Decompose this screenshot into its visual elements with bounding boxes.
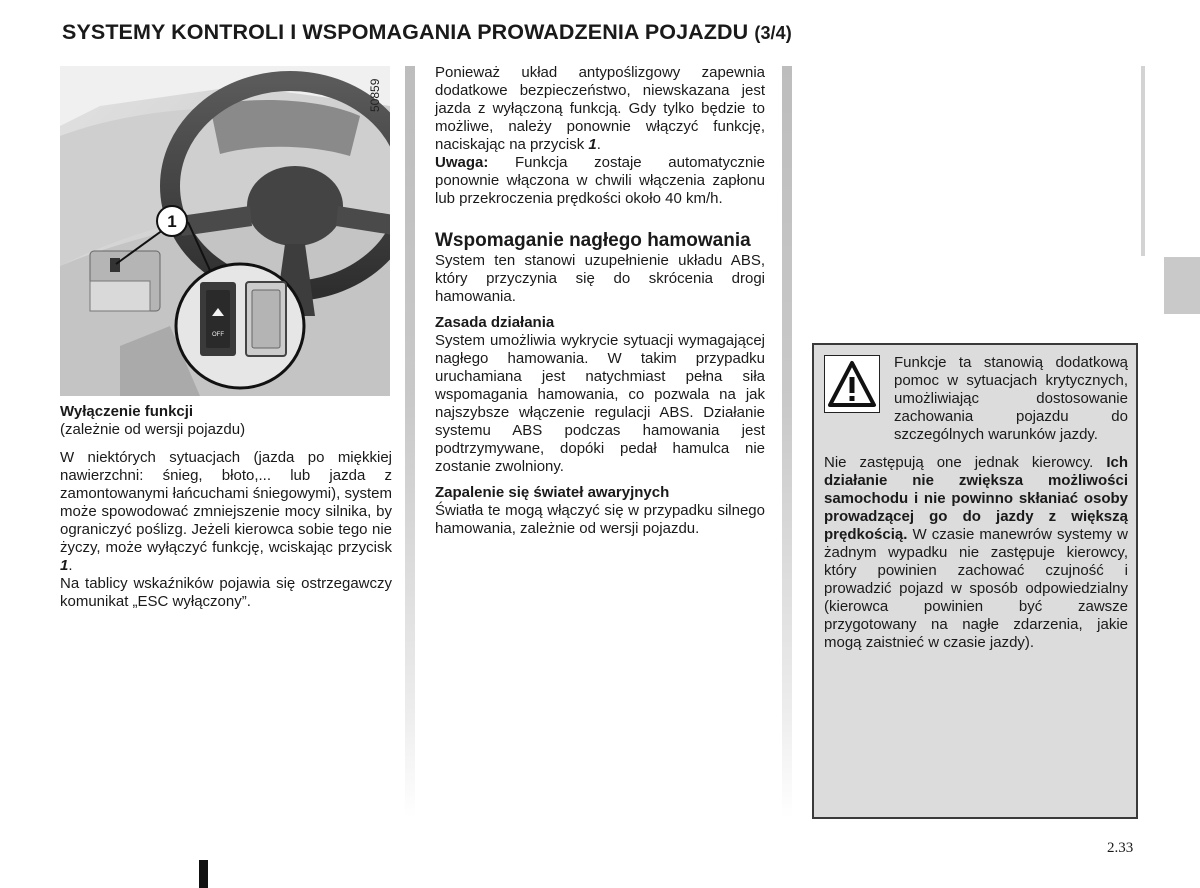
section-heading: Wspomaganie nagłego hamowania — [435, 230, 751, 251]
subheading: Zasada działania — [435, 314, 555, 331]
caption-subtitle: (zależnie od wersji pojazdu) — [60, 421, 246, 438]
page-title: SYSTEMY KONTROLI I WSPOMAGANIA PROWADZENIA POJAZDU (3/4) — [62, 20, 792, 44]
warning-paragraph: Nie zastępują one jednak kierowcy. Ich działanie nie zwiększa możliwości samochodu i nie powinno skłaniać osoby prowadzącej go do jazdy z większą prędkością. W czasie manewrów systemy w żadnym wypadku nie zastępuje kierowcy, który powinien zachować czujność i prowadzić pojazd w sposób odpowiedzialny (kierowca powinien być zawsze przygotowany na nagłe zdarzenia, jakie mogą zaistnieć w czasie jazdy). — [824, 454, 1128, 651]
callout-number: 1 — [167, 212, 177, 231]
column-middle — [435, 64, 765, 538]
column-divider-left — [405, 66, 415, 818]
paragraph: System umożliwia wykrycie sytuacji wymagającej nagłego hamowania. W takim przypadku uruchamiana jest natychmiast pełna siła wspomagania hamowania, co pozwala na jak najszybsze włączenie regulacji ABS. Działanie systemu ABS podczas hamowania jest podtrzymywane, dopóki pedał hamulca nie zostanie zwolniony. — [435, 332, 765, 475]
paragraph: Światła te mogą włączyć się w przypadku silnego hamowania, zależnie od wersji pojazdu. — [435, 502, 765, 537]
warning-box — [812, 343, 1138, 819]
column-divider-right — [782, 66, 792, 818]
column-left — [60, 403, 392, 611]
chapter-tab — [1164, 257, 1200, 314]
steering-wheel-dashboard-illustration — [60, 66, 390, 396]
svg-text:OFF: OFF — [212, 332, 224, 338]
image-reference-number: 50859 — [368, 78, 382, 112]
paragraph: Na tablicy wskaźników pojawia się ostrzegawczy komunikat „ESC wyłączony”. — [60, 575, 392, 610]
warning-paragraph: Funkcje ta stanowią dodatkową pomoc w sytuacjach krytycznych, umożliwiając dostosowanie zachowania pojazdu do szczególnych warunków jazdy. — [894, 354, 1128, 443]
dashboard-illustration — [60, 66, 390, 396]
paragraph: W niektórych sytuacjach (jazda po miękkiej nawierzchni: śnieg, błoto,... lub jazda z zamontowanymi łańcuchami śniegowymi), system może spowodować zmniejszenie mocy silnika, by ograniczyć poślizg. Jeżeli kierowca sobie tego nie życzy, może wyłączyć funkcję, wciskając przycisk 1. — [60, 449, 392, 574]
paragraph: System ten stanowi uzupełnienie układu ABS, który przyczynia się do skrócenia drogi hamowania. — [435, 252, 765, 305]
page-number: 2.33 — [1107, 840, 1134, 856]
caption-title: Wyłączenie funkcji — [60, 403, 194, 420]
note-paragraph: Uwaga: Funkcja zostaje automatycznie ponownie włączona w chwili włączenia zapłonu lub przekroczenia prędkości około 40 km/h. — [435, 154, 765, 207]
paragraph: Ponieważ układ antypoślizgowy zapewnia dodatkowe bezpieczeństwo, niewskazana jest jazda z wyłączoną funkcją. Gdy tylko będzie to możliwe, należy ponownie włączyć funkcję, naciskając na przycisk 1. — [435, 64, 765, 153]
print-mark — [199, 860, 208, 888]
margin-rule — [1141, 66, 1145, 256]
subheading: Zapalenie się świateł awaryjnych — [435, 484, 670, 501]
